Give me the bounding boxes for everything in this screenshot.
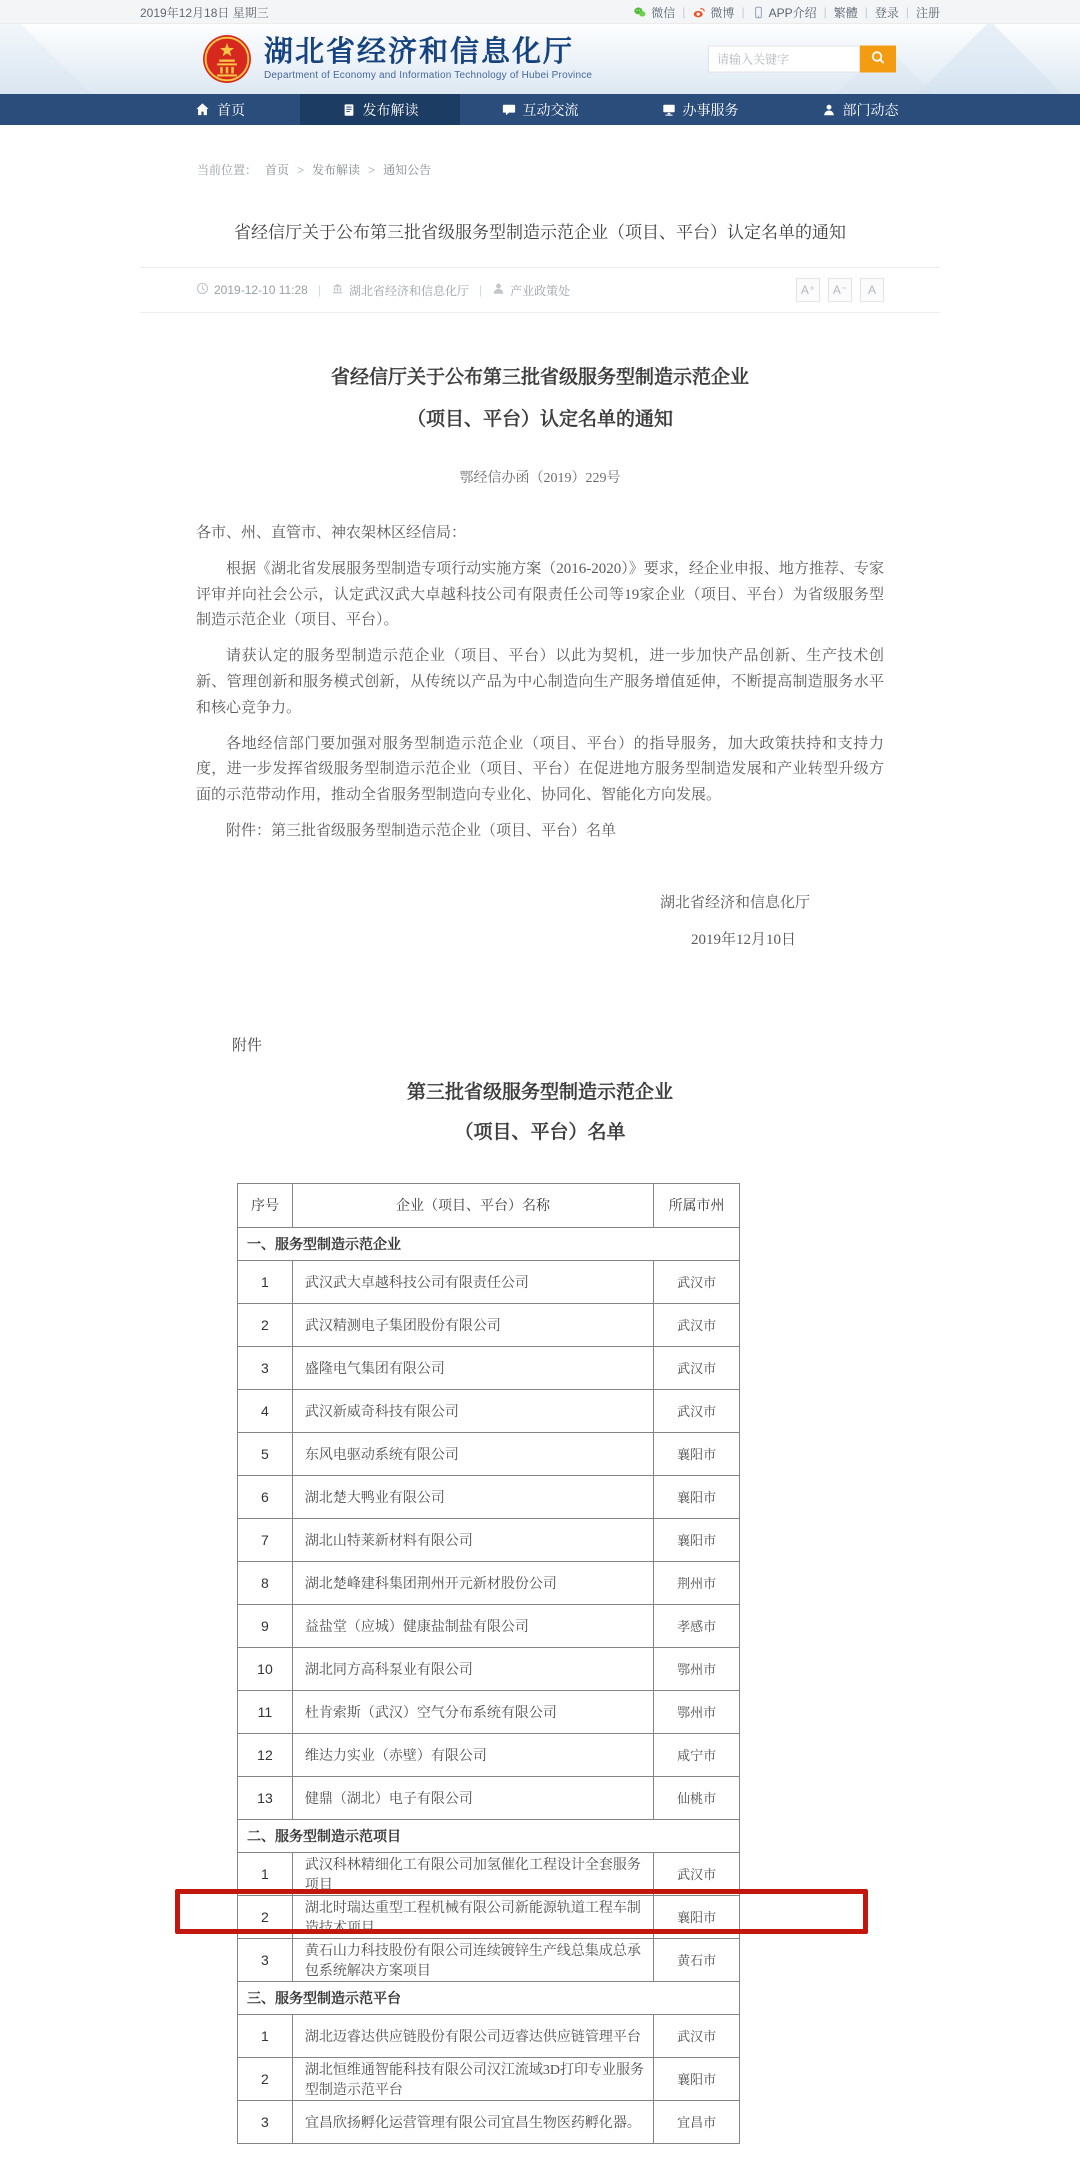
- article-department: 产业政策处: [492, 282, 570, 299]
- cell-city: 武汉市: [654, 1303, 740, 1346]
- nav-item-label: 办事服务: [682, 101, 739, 118]
- attachment-line: 附件：第三批省级服务型制造示范企业（项目、平台）名单: [226, 822, 617, 839]
- table-header-row: [238, 1183, 740, 1227]
- cell-company-name: 武汉新威奇科技有限公司: [292, 1389, 653, 1432]
- topbar-links: 微信 | 微博 | APP介绍 | 繁體 | 登录 | 注册: [633, 4, 940, 21]
- nav-items: [140, 94, 940, 125]
- table-row: [238, 2014, 740, 2057]
- monitor-icon: [662, 103, 676, 117]
- cell-seq: 12: [238, 1733, 293, 1776]
- appendix-title: 第三批省级服务型制造示范企业 （项目、平台）名单: [406, 1081, 673, 1143]
- search-icon: [870, 50, 886, 69]
- article-meta-bar: 2019-12-10 11:28 | 湖北省经济和信息化厅 | 产业政策处 A⁺ A⁻ A: [140, 267, 940, 313]
- cell-city: 襄阳市: [654, 2057, 740, 2100]
- cell-company-name: 湖北迈睿达供应链股份有限公司迈睿达供应链管理平台: [292, 2014, 653, 2057]
- chat-icon: [502, 103, 516, 117]
- cell-city: 鄂州市: [654, 1647, 740, 1690]
- topbar-link-label: 注册: [915, 5, 940, 20]
- col-name: 企业（项目、平台）名称: [292, 1183, 653, 1227]
- cell-company-name: 湖北时瑞达重型工程机械有限公司新能源轨道工程车制造技术项目: [292, 1895, 653, 1938]
- cell-city: 襄阳市: [654, 1432, 740, 1475]
- document-title: 省经信厅关于公布第三批省级服务型制造示范企业 （项目、平台）认定名单的通知: [330, 367, 749, 430]
- sign-date: 2019年12月10日: [690, 932, 796, 949]
- table-row: [238, 1260, 740, 1303]
- breadcrumb-item-发布解读[interactable]: 发布解读: [312, 163, 361, 177]
- cell-company-name: 武汉武大卓越科技公司有限责任公司: [292, 1260, 653, 1303]
- cell-city: 武汉市: [654, 2014, 740, 2057]
- doc-paragraph: 各地经信部门要加强对服务型制造示范企业（项目、平台）的指导服务，加大政策扶持和支持力度，进一步发挥省级服务型制造示范企业（项目、平台）在促进地方服务型制造发展和产业转型升级方面的示范带动作用，推动全省服务型制造向专业化、协同化、智能化方向发展。: [196, 735, 884, 804]
- font-size-button[interactable]: A⁺: [796, 278, 820, 302]
- doc-paragraph: 根据《湖北省发展服务型制造专项行动实施方案（2016-2020）》要求，经企业申报、地方推荐、专家评审并向社会公示，认定武汉武大卓越科技公司有限责任公司等19家企业（项目、平台）为省级服务型制造示范企业（项目、平台）。: [196, 560, 884, 629]
- cell-city: 仙桃市: [654, 1776, 740, 1819]
- nav-item-label: 发布解读: [362, 101, 419, 118]
- current-date: 2019年12月18日 星期三: [140, 5, 269, 20]
- cell-seq: 6: [238, 1475, 293, 1518]
- table-row: [238, 1346, 740, 1389]
- cell-city: 黄石市: [654, 1938, 740, 1981]
- national-emblem-logo: [202, 34, 252, 84]
- cell-seq: 11: [238, 1690, 293, 1733]
- cell-company-name: 湖北同方高科泵业有限公司: [292, 1647, 653, 1690]
- signature-block: [140, 885, 940, 960]
- cell-company-name: 武汉精测电子集团股份有限公司: [292, 1303, 653, 1346]
- appendix-table: [237, 1183, 740, 2144]
- banner-decoration: [0, 24, 109, 94]
- topbar-link-注册[interactable]: [916, 4, 940, 21]
- table-row: [238, 2100, 740, 2143]
- salutation: 各市、州、直管市、神农架林区经信局：: [196, 525, 467, 541]
- nav-item-department[interactable]: [780, 94, 940, 125]
- cell-company-name: 湖北楚大鸭业有限公司: [292, 1475, 653, 1518]
- topbar-link-label: 微博: [710, 5, 735, 20]
- topbar-link-微博[interactable]: [692, 4, 734, 21]
- clock-icon: [196, 282, 209, 298]
- cell-seq: 3: [238, 1938, 293, 1981]
- publish-time: 2019-12-10 11:28: [196, 282, 308, 298]
- cell-company-name: 益盐堂（应城）健康盐制盐有限公司: [292, 1604, 653, 1647]
- cell-seq: 1: [238, 1260, 293, 1303]
- cell-seq: 1: [238, 2014, 293, 2057]
- search-input[interactable]: [708, 46, 860, 73]
- nav-item-label: 部门动态: [842, 101, 899, 118]
- cell-city: 荆州市: [654, 1561, 740, 1604]
- topbar-link-label: APP介绍: [768, 5, 817, 20]
- col-seq: 序号: [238, 1183, 293, 1227]
- cell-city: 孝感市: [654, 1604, 740, 1647]
- phone-icon: [752, 6, 765, 19]
- main-navigation: [0, 94, 1080, 125]
- cell-city: 武汉市: [654, 1852, 740, 1895]
- cell-seq: 2: [238, 2057, 293, 2100]
- cell-seq: 1: [238, 1852, 293, 1895]
- topbar-link-label: 登录: [874, 5, 899, 20]
- home-icon: [195, 102, 210, 117]
- cell-seq: 2: [238, 1303, 293, 1346]
- cell-company-name: 杜肯索斯（武汉）空气分布系统有限公司: [292, 1690, 653, 1733]
- doc-paragraphs: [196, 557, 884, 809]
- font-size-button[interactable]: A⁻: [828, 278, 852, 302]
- nav-item-interaction[interactable]: [460, 94, 620, 125]
- wechat-icon: [633, 6, 647, 19]
- article-source: 湖北省经济和信息化厅: [331, 282, 469, 299]
- cell-seq: 5: [238, 1432, 293, 1475]
- table-row: [238, 1475, 740, 1518]
- cell-seq: 3: [238, 2100, 293, 2143]
- weibo-icon: [692, 6, 706, 19]
- font-size-buttons: [796, 278, 884, 302]
- cell-company-name: 健鼎（湖北）电子有限公司: [292, 1776, 653, 1819]
- cell-seq: 3: [238, 1346, 293, 1389]
- cell-seq: 9: [238, 1604, 293, 1647]
- cell-city: 宜昌市: [654, 2100, 740, 2143]
- person-badge-icon: [822, 103, 836, 117]
- document-body: [140, 357, 940, 2144]
- cell-city: 鄂州市: [654, 1690, 740, 1733]
- breadcrumb-item-首页[interactable]: 首页: [265, 163, 290, 177]
- table-row: [238, 1690, 740, 1733]
- top-utility-bar: [0, 0, 1080, 24]
- table-section-title: 二、服务型制造示范项目: [238, 1819, 740, 1852]
- table-section-title: 三、服务型制造示范平台: [238, 1981, 740, 2014]
- table-row: [238, 1938, 740, 1981]
- cell-company-name: 东风电驱动系统有限公司: [292, 1432, 653, 1475]
- search-button[interactable]: [860, 46, 896, 73]
- table-section-row: [238, 1819, 740, 1852]
- cell-seq: 7: [238, 1518, 293, 1561]
- cell-seq: 13: [238, 1776, 293, 1819]
- cell-city: 武汉市: [654, 1260, 740, 1303]
- table-row: [238, 1895, 740, 1938]
- cell-company-name: 维达力实业（赤壁）有限公司: [292, 1733, 653, 1776]
- table-section-title: 一、服务型制造示范企业: [238, 1227, 740, 1260]
- nav-item-label: 首页: [217, 101, 245, 118]
- topbar-link-登录[interactable]: [875, 4, 899, 21]
- doc-paragraph: 请获认定的服务型制造示范企业（项目、平台）以此为契机，进一步加快产品创新、生产技术创新、管理创新和服务模式创新，从传统以产品为中心制造向生产服务增值延伸，不断提高制造服务水平和核心竞争力。: [196, 648, 884, 716]
- topbar-link-label: 微信: [651, 5, 676, 20]
- cell-city: 咸宁市: [654, 1733, 740, 1776]
- appendix-label: 附件: [232, 1037, 263, 1054]
- cell-seq: 2: [238, 1895, 293, 1938]
- table-row: [238, 1432, 740, 1475]
- person-icon: [492, 282, 505, 298]
- table-row: [238, 1518, 740, 1561]
- breadcrumb: [140, 161, 940, 178]
- cell-company-name: 武汉科林精细化工有限公司加氢催化工程设计全套服务项目: [292, 1852, 653, 1895]
- topbar-link-label: 繁體: [833, 5, 858, 20]
- font-size-button[interactable]: A: [860, 278, 884, 302]
- site-subtitle: Department of Economy and Information Technology of Hubei Province: [264, 70, 593, 81]
- cell-city: 襄阳市: [654, 1475, 740, 1518]
- table-row: [238, 1776, 740, 1819]
- table-section-row: [238, 1227, 740, 1260]
- cell-city: 襄阳市: [654, 1518, 740, 1561]
- cell-company-name: 湖北楚峰建科集团荆州开元新材股份公司: [292, 1561, 653, 1604]
- cell-seq: 10: [238, 1647, 293, 1690]
- cell-company-name: 盛隆电气集团有限公司: [292, 1346, 653, 1389]
- cell-company-name: 湖北山特莱新材料有限公司: [292, 1518, 653, 1561]
- cell-company-name: 湖北恒维通智能科技有限公司汉江流域3D打印专业服务型制造示范平台: [292, 2057, 653, 2100]
- document-number: 鄂经信办函（2019）229号: [459, 471, 621, 486]
- building-icon: [331, 282, 344, 298]
- nav-item-services[interactable]: [620, 94, 780, 125]
- table-section-row: [238, 1981, 740, 2014]
- cell-city: 武汉市: [654, 1389, 740, 1432]
- topbar-link-繁體[interactable]: [834, 4, 858, 21]
- topbar-link-APP介绍[interactable]: [752, 4, 817, 21]
- cell-city: 襄阳市: [654, 1895, 740, 1938]
- table-row: [238, 1303, 740, 1346]
- cell-company-name: 宜昌欣扬孵化运营管理有限公司宜昌生物医药孵化器。: [292, 2100, 653, 2143]
- table-row: [238, 1604, 740, 1647]
- table-row: [238, 1852, 740, 1895]
- col-city: 所属市州: [654, 1183, 740, 1227]
- breadcrumb-label: 当前位置：: [197, 163, 258, 177]
- site-header: [0, 24, 1080, 94]
- cell-city: 武汉市: [654, 1346, 740, 1389]
- cell-seq: 8: [238, 1561, 293, 1604]
- cell-company-name: 黄石山力科技股份有限公司连续镀锌生产线总集成总承包系统解决方案项目: [292, 1938, 653, 1981]
- nav-item-publish[interactable]: [300, 94, 460, 125]
- table-row: [238, 2057, 740, 2100]
- breadcrumb-items: 首页 > 发布解读 > 通知公告: [265, 162, 432, 177]
- site-title: 湖北省经济和信息化厅: [264, 36, 575, 68]
- topbar-link-微信[interactable]: [633, 4, 675, 21]
- appendix-table-wrap: [237, 1183, 740, 2144]
- cell-seq: 4: [238, 1389, 293, 1432]
- nav-item-home[interactable]: [140, 94, 300, 125]
- nav-item-label: 互动交流: [522, 101, 579, 118]
- page-title: 省经信厅关于公布第三批省级服务型制造示范企业（项目、平台）认定名单的通知: [234, 223, 846, 242]
- table-row: [238, 1561, 740, 1604]
- signer: 湖北省经济和信息化厅: [659, 894, 810, 911]
- document-icon: [342, 103, 356, 117]
- table-row: [238, 1647, 740, 1690]
- table-row: [238, 1389, 740, 1432]
- table-row: [238, 1733, 740, 1776]
- breadcrumb-item-通知公告[interactable]: 通知公告: [383, 163, 432, 177]
